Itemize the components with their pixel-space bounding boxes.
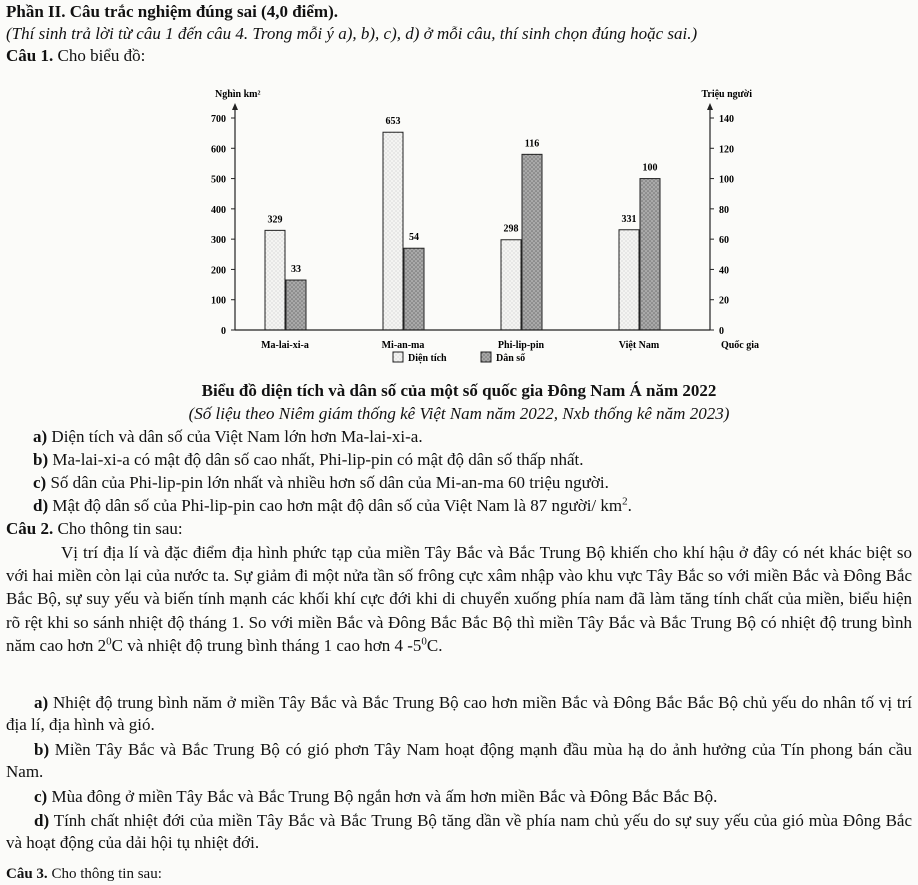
legend-swatch <box>393 352 403 362</box>
right-tick-label: 80 <box>719 204 729 216</box>
q2-option-b <box>6 739 912 783</box>
legend-label: Diện tích <box>408 353 447 364</box>
q2-option-a <box>6 692 912 736</box>
instructions: (Thí sinh trả lời từ câu 1 đến câu 4. Trong mỗi ý a), b), c), d) ở mỗi câu, thí sinh chọn đúng hoặc sai.) <box>6 24 698 43</box>
bar-population <box>404 248 424 330</box>
data-label: 116 <box>524 138 540 150</box>
data-label: 100 <box>642 162 658 174</box>
option-label: b) <box>34 740 50 759</box>
part-title: Phần II. Câu trắc nghiệm đúng sai (4,0 điểm). <box>6 2 339 21</box>
question-1-text: Cho biểu đồ: <box>57 46 146 65</box>
data-label: 653 <box>385 116 401 128</box>
category-label: Phi-lip-pin <box>497 340 545 351</box>
q1-option-b <box>33 449 584 471</box>
option-label: a) <box>34 693 49 712</box>
bar-area <box>501 240 521 330</box>
right-axis-title: Triệu người <box>701 89 752 100</box>
left-tick-label: 300 <box>211 235 226 247</box>
data-label: 33 <box>291 264 301 276</box>
q1-option-d <box>33 495 632 517</box>
bar-area <box>619 230 639 330</box>
question-3-intro <box>6 863 162 885</box>
paragraph-text: Vị trí địa lí và đặc điểm địa hình phức tạp của miền Tây Bắc và Bắc Trung Bộ khiến cho khí hậu ở đây có nét khác biệt so với hai miền còn lại của nước ta. Sự giảm đi một nửa tần số frông cực xâm nhập vào khu vực Tây Bắc so với miền Bắc và Đông Bắc Bắc Bộ, sự suy yếu và biến tính mạnh các khối khí cực đới khi di chuyển xuống phía nam đã làm tăng tính chất của miền, biểu hiện rõ rệt khi so sánh nhiệt độ tháng 1. So với miền Bắc và Đông Bắc Bắc Bộ thì miền Tây Bắc và Bắc Trung Bộ có nhiệt độ trung bình năm cao hơn 2 <box>6 543 912 655</box>
q1-option-a <box>33 426 423 448</box>
question-2-paragraph <box>6 541 912 657</box>
q2-option-d <box>6 810 912 854</box>
question-1-intro <box>6 45 145 67</box>
question-2-text: Cho thông tin sau: <box>57 519 183 538</box>
option-label: c) <box>34 787 48 806</box>
option-text: Mật độ dân số của Phi-lip-pin cao hơn mật độ dân số của Việt Nam là 87 người/ km <box>52 496 623 515</box>
legend-label: Dân số <box>496 353 526 364</box>
bar-population <box>640 179 660 330</box>
left-tick-label: 0 <box>221 326 226 337</box>
question-3-text: Cho thông tin sau: <box>51 866 162 882</box>
right-tick-label: 60 <box>719 235 729 247</box>
right-axis-arrow <box>707 103 713 110</box>
left-tick-label: 400 <box>211 204 226 216</box>
data-label: 329 <box>267 214 283 226</box>
legend-swatch <box>481 352 491 362</box>
x-axis-end-label: Quốc gia <box>720 340 760 351</box>
question-2-intro <box>6 518 183 540</box>
right-tick-label: 100 <box>719 174 734 186</box>
left-tick-label: 500 <box>211 174 226 186</box>
right-tick-label: 40 <box>719 265 729 277</box>
question-3-label: Câu 3. <box>6 866 48 882</box>
paragraph-text: C. <box>426 635 443 655</box>
area-population-chart <box>195 78 785 378</box>
data-label: 331 <box>621 213 637 225</box>
option-label: d) <box>33 496 49 515</box>
bar-area <box>265 230 285 330</box>
left-tick-label: 100 <box>211 295 226 307</box>
q1-option-c <box>33 472 609 494</box>
bar-area <box>383 132 403 330</box>
category-label: Việt Nam <box>618 340 660 351</box>
left-tick-label: 700 <box>211 114 226 125</box>
superscript: 0 <box>421 635 427 648</box>
left-axis-title: Nghìn km² <box>215 89 261 100</box>
chart-caption: Biểu đồ diện tích và dân số của một số quốc gia Đông Nam Á năm 2022 <box>201 381 717 400</box>
option-text: Mùa đông ở miền Tây Bắc và Bắc Trung Bộ ngắn hơn và ấm hơn miền Bắc và Đông Bắc Bắc Bộ. <box>51 787 718 806</box>
right-tick-label: 0 <box>719 326 724 337</box>
superscript: 2 <box>622 495 628 508</box>
category-label: Ma-lai-xi-a <box>261 340 309 351</box>
bar-population <box>522 154 542 330</box>
left-tick-label: 600 <box>211 144 226 156</box>
option-text: Số dân của Phi-lip-pin lớn nhất và nhiều hơn số dân của Mi-an-ma 60 triệu người. <box>50 473 609 492</box>
question-1-label: Câu 1. <box>6 46 54 65</box>
question-2-label: Câu 2. <box>6 519 54 538</box>
paragraph-text: C và nhiệt độ trung bình tháng 1 cao hơn 4 -5 <box>111 635 422 655</box>
superscript: 0 <box>106 635 112 648</box>
category-label: Mi-an-ma <box>381 340 425 351</box>
right-tick-label: 120 <box>719 144 734 156</box>
right-tick-label: 140 <box>719 114 734 125</box>
data-label: 298 <box>503 223 519 235</box>
bar-population <box>286 280 306 330</box>
option-text: Miền Tây Bắc và Bắc Trung Bộ có gió phơn Tây Nam hoạt động mạnh đầu mùa hạ do ảnh hưởng của Tín phong bán cầu Nam. <box>6 740 913 781</box>
option-end: . <box>627 496 632 515</box>
data-label: 54 <box>409 232 419 244</box>
option-text: Diện tích và dân số của Việt Nam lớn hơn Ma-lai-xi-a. <box>51 427 423 446</box>
option-label: b) <box>33 450 49 469</box>
option-text: Nhiệt độ trung bình năm ở miền Tây Bắc và Bắc Trung Bộ cao hơn miền Bắc và Đông Bắc Bắc Bộ chủ yếu do nhân tố vị trí địa lí, địa hình và gió. <box>6 693 912 734</box>
q2-option-c <box>34 786 717 808</box>
right-tick-label: 20 <box>719 295 729 307</box>
option-text: Tính chất nhiệt đới của miền Tây Bắc và Bắc Trung Bộ tăng dần về phía nam chủ yếu do sự suy yếu của gió mùa Đông Bắc và hoạt động của dải hội tụ nhiệt đới. <box>6 811 912 852</box>
left-tick-label: 200 <box>211 265 226 277</box>
option-text: Ma-lai-xi-a có mật độ dân số cao nhất, Phi-lip-pin có mật độ dân số thấp nhất. <box>52 450 584 469</box>
left-axis-arrow <box>232 103 238 110</box>
option-label: a) <box>33 427 48 446</box>
chart-source: (Số liệu theo Niêm giám thống kê Việt Nam năm 2022, Nxb thống kê năm 2023) <box>188 404 730 423</box>
option-label: d) <box>34 811 50 830</box>
option-label: c) <box>33 473 47 492</box>
